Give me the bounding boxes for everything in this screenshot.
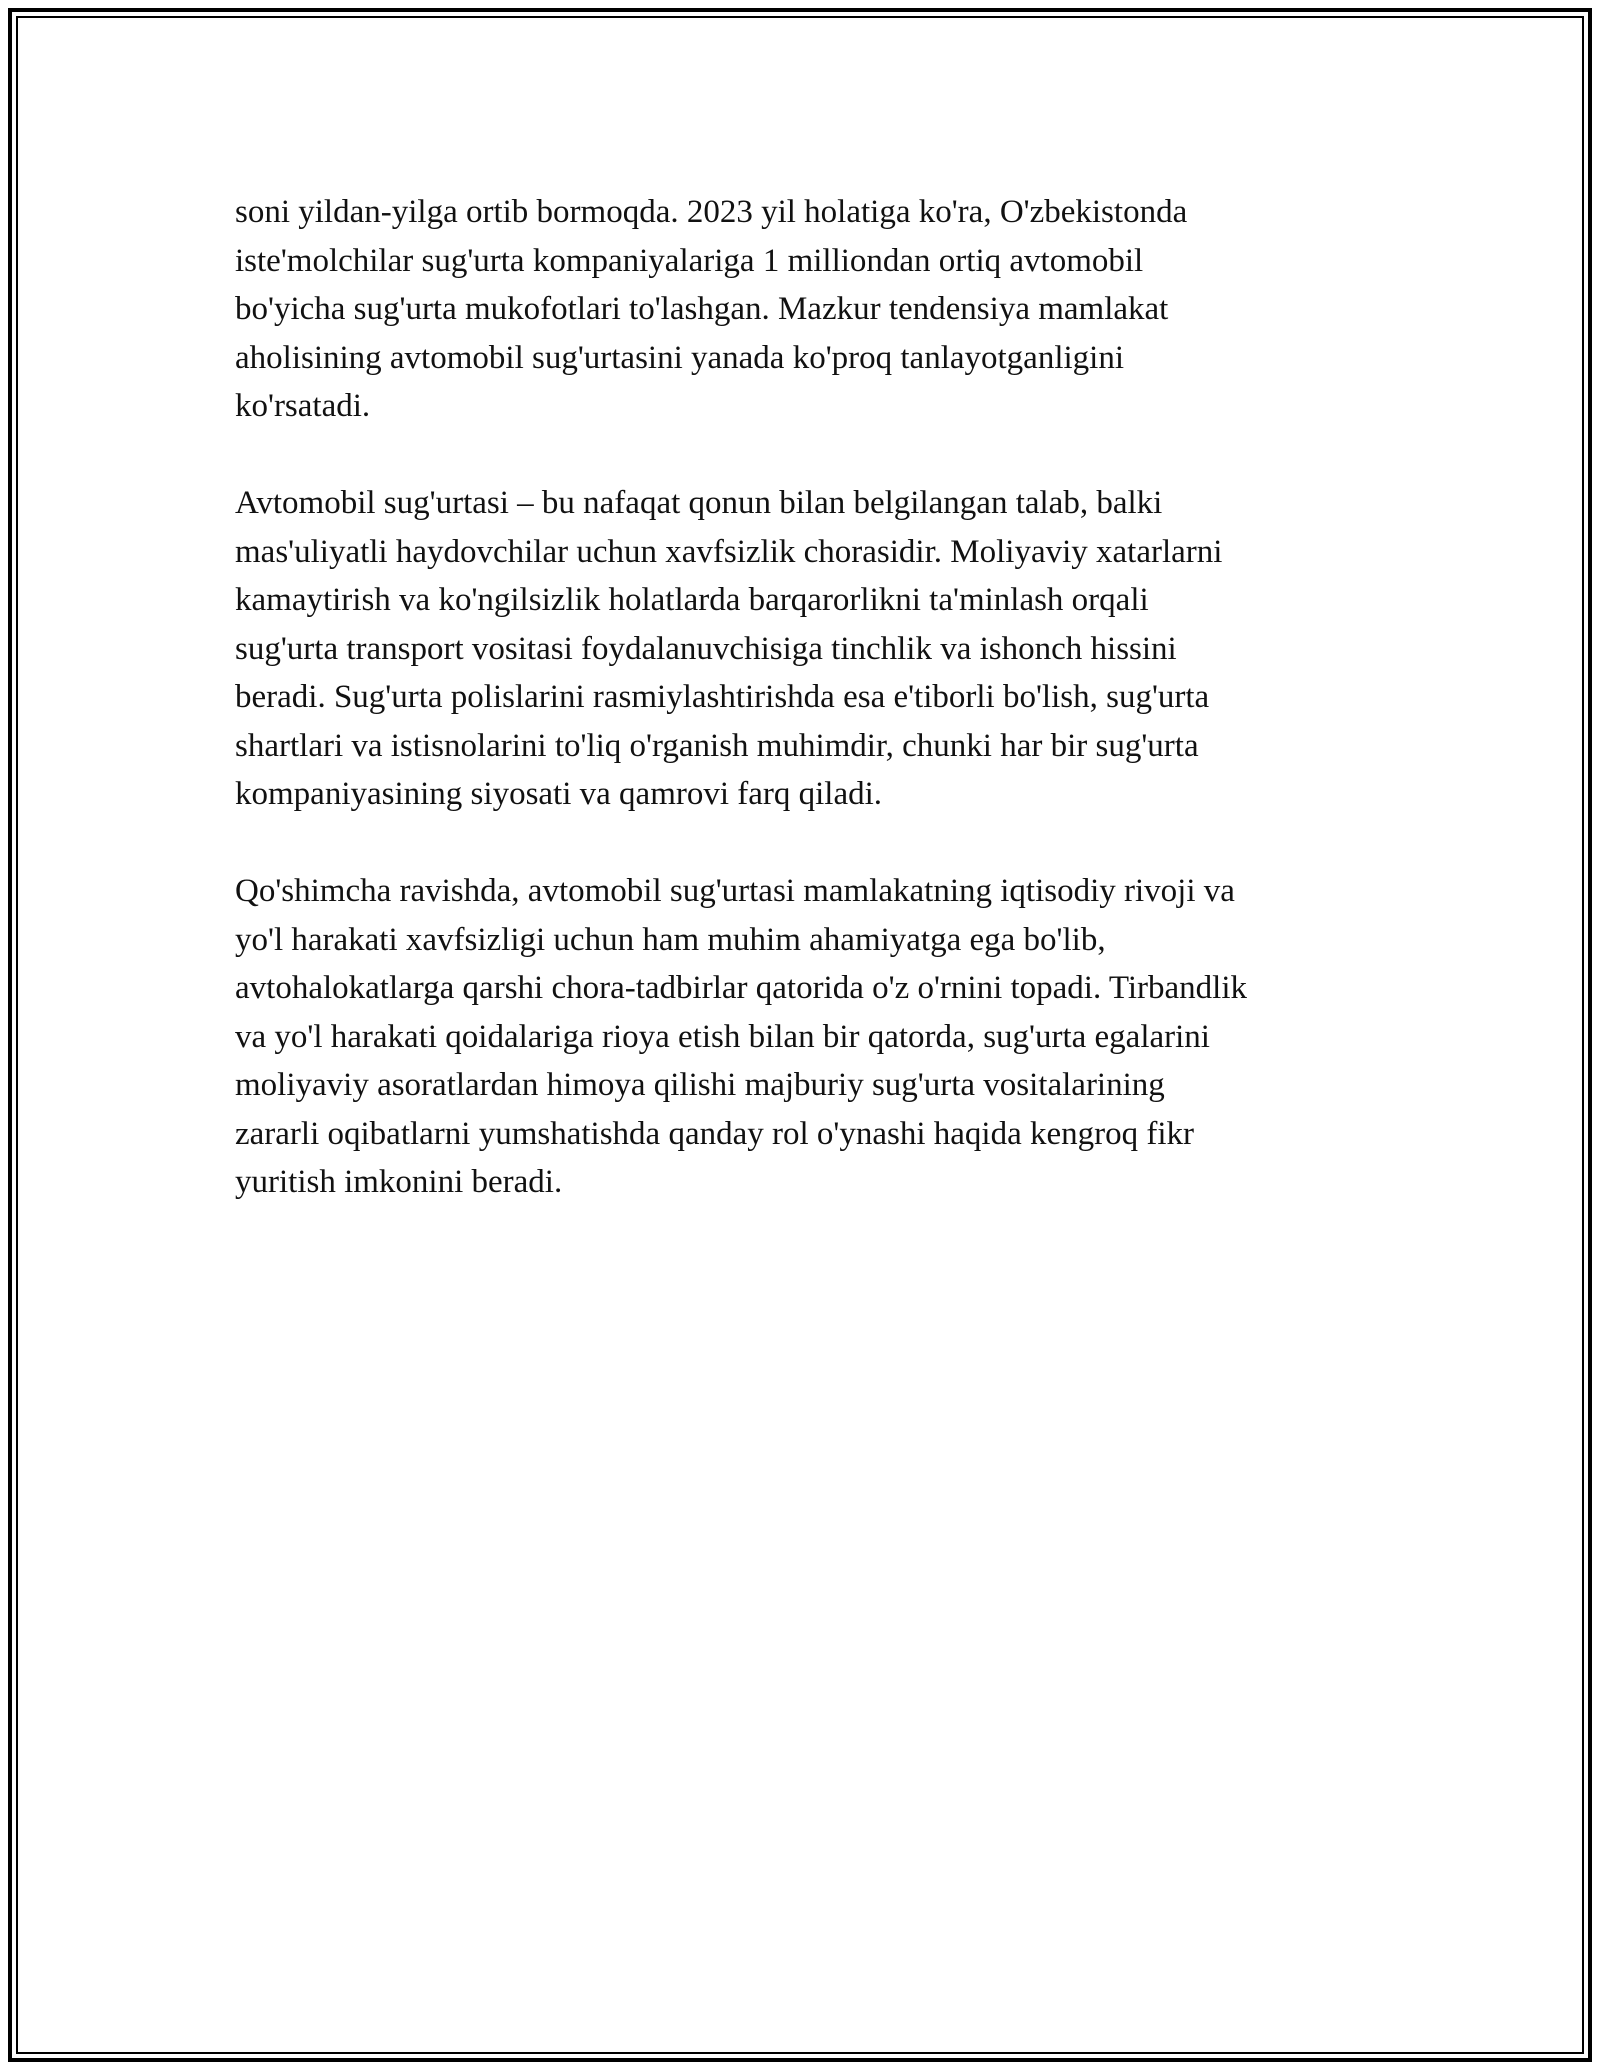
text-line: bo'yicha sug'urta mukofotlari to'lashgan. Mazkur tendensiya mamlakat <box>235 291 1169 327</box>
text-line: avtohalokatlarga qarshi chora-tadbirlar qatorida o'z o'rnini topadi. Tirbandlik <box>235 970 1248 1006</box>
text-line: kompaniyasining siyosati va qamrovi farq qiladi. <box>235 776 883 812</box>
text-line: shartlari va istisnolarini to'liq o'rganish muhimdir, chunki har bir sug'urta <box>235 727 1199 764</box>
text-line: aholisining avtomobil sug'urtasini yanada ko'proq tanlayotganligini <box>235 339 1125 376</box>
text-line: iste'molchilar sug'urta kompaniyalariga 1 milliondan ortiq avtomobil <box>235 242 1144 279</box>
text-line: yuritish imkonini beradi. <box>235 1164 563 1200</box>
text-line: soni yildan-yilga ortib bormoqda. 2023 yil holatiga ko'ra, O'zbekistonda <box>235 194 1188 230</box>
text-line: va yo'l harakati qoidalariga rioya etish bilan bir qatorda, sug'urta egalarini <box>235 1018 1210 1055</box>
paragraph-2 <box>235 479 1385 819</box>
text-line: sug'urta transport vositasi foydalanuvchisiga tinchlik va ishonch hissini <box>235 630 1177 667</box>
paragraph-3 <box>235 867 1385 1207</box>
text-line: kamaytirish va ko'ngilsizlik holatlarda barqarorlikni ta'minlash orqali <box>235 582 1149 618</box>
text-line: zararli oqibatlarni yumshatishda qanday rol o'ynashi haqida kengroq fikr <box>235 1115 1194 1152</box>
text-line: mas'uliyatli haydovchilar uchun xavfsizlik chorasidir. Moliyaviy xatarlarni <box>235 533 1223 570</box>
text-line: ko'rsatadi. <box>235 388 371 424</box>
text-line: Qo'shimcha ravishda, avtomobil sug'urtasi mamlakatning iqtisodiy rivoji va <box>235 873 1235 909</box>
text-line: yo'l harakati xavfsizligi uchun ham muhim ahamiyatga ega bo'lib, <box>235 921 1106 958</box>
paragraph-1 <box>235 188 1385 431</box>
text-line: beradi. Sug'urta polislarini rasmiylashtirishda esa e'tiborli bo'lish, sug'urta <box>235 679 1210 715</box>
text-line: moliyaviy asoratlardan himoya qilishi majburiy sug'urta vositalarining <box>235 1067 1165 1103</box>
document-body <box>235 188 1385 1255</box>
text-line: Avtomobil sug'urtasi – bu nafaqat qonun bilan belgilangan talab, balki <box>235 485 1163 521</box>
